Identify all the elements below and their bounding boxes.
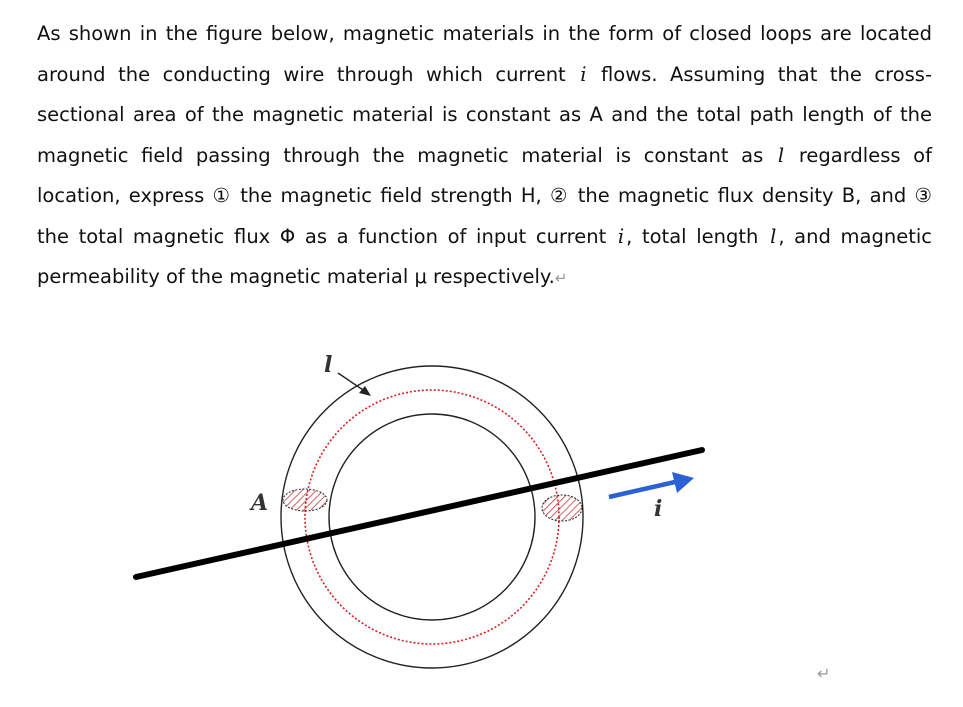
variable-i: i <box>580 62 587 86</box>
current-arrow-head <box>672 472 694 493</box>
inner-ring-edge <box>329 414 535 620</box>
problem-text-part-4: , total length <box>626 224 769 248</box>
magnetic-path-dotted <box>305 390 559 644</box>
problem-text-part-5: , and magnetic permeability of the magnetic material μ respectively. <box>37 224 932 288</box>
problem-text-part-3: regardless of location, express ① the magnetic field strength H, ② the magnetic flux density B, and ③ the total magnetic flux Φ as a function of input current <box>37 143 932 248</box>
current-arrow-shaft <box>609 482 675 497</box>
label-l: l <box>324 352 333 378</box>
variable-i-2: i <box>617 224 625 248</box>
outer-ring-edge <box>281 366 583 668</box>
cross-section-right <box>542 495 582 521</box>
problem-text-part-1: As shown in the figure below, magnetic materials in the form of closed loops are located around the conducting wire through which current <box>37 22 932 86</box>
path-length-pointer-head <box>359 386 371 396</box>
label-i: i <box>654 496 663 522</box>
end-paragraph-mark: ↵ <box>817 664 831 683</box>
variable-l-2: l <box>770 224 777 248</box>
paragraph-mark: ↵ <box>554 269 568 287</box>
cross-section-left <box>283 489 327 511</box>
problem-text-part-2: flows. Assuming that the cross-sectional area of the magnetic material is constant as A and the total path length of the magnetic field passing through the magnetic material is constant as <box>37 62 932 167</box>
variable-l: l <box>777 143 785 167</box>
label-a: A <box>251 490 269 516</box>
conducting-wire <box>136 450 702 577</box>
